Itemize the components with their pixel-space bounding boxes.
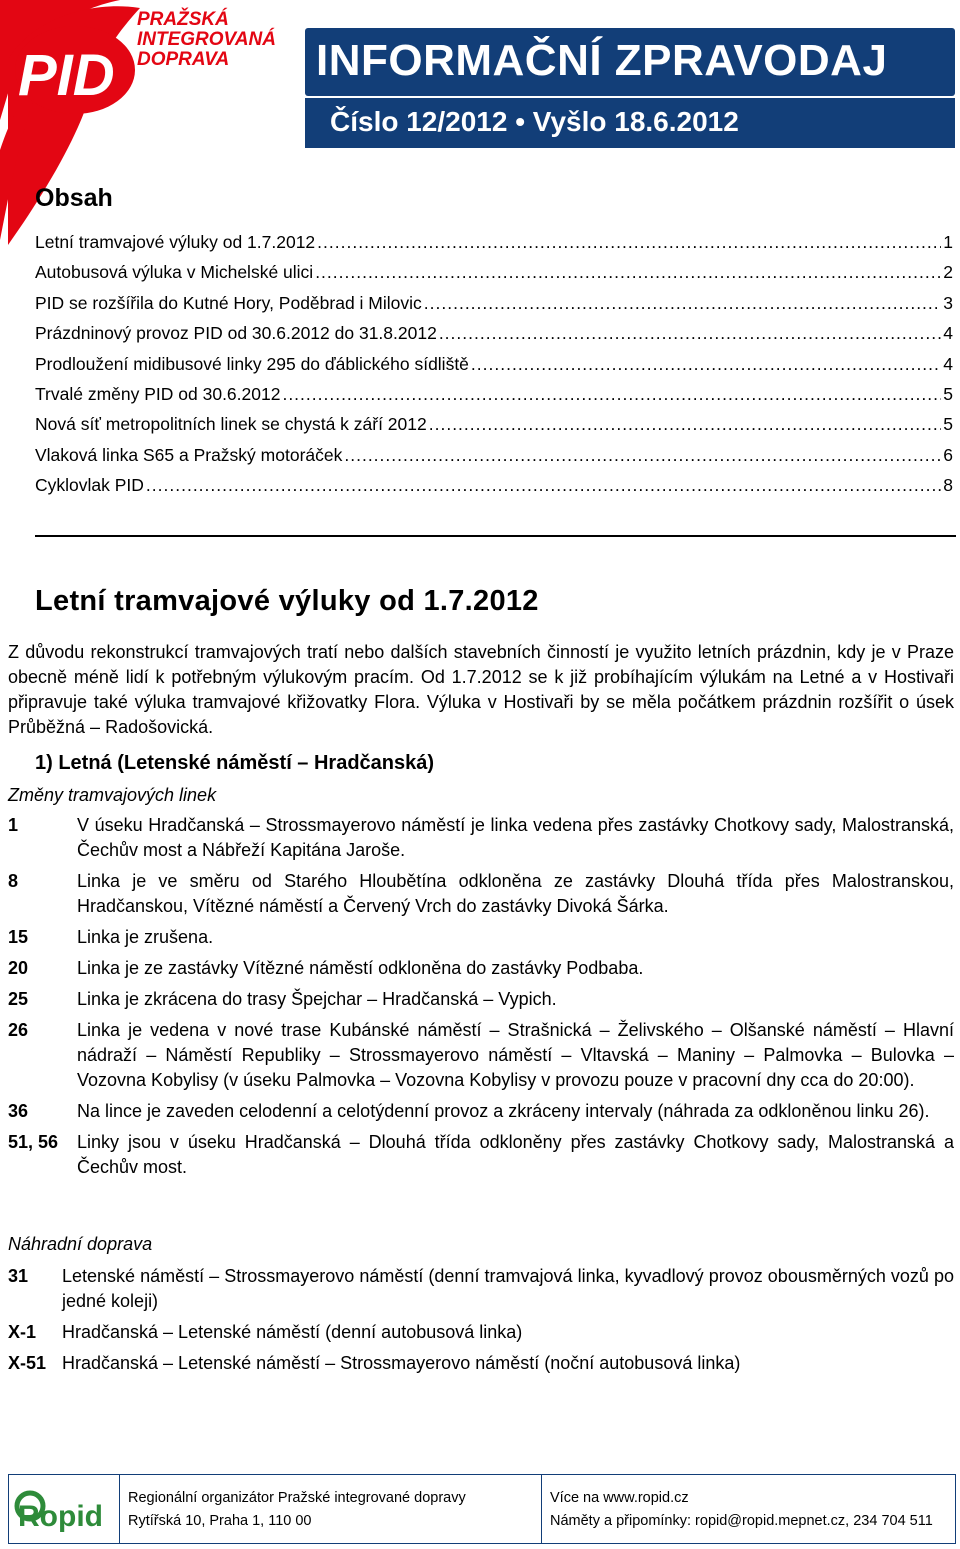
table-of-contents [35, 232, 953, 506]
toc-item-page: 4 [943, 323, 953, 344]
list-item [8, 1320, 954, 1345]
line-number: 8 [8, 871, 19, 891]
toc-item[interactable] [35, 293, 953, 323]
toc-item-label: Trvalé změny PID od 30.6.2012 [35, 383, 281, 404]
list-item [8, 1018, 954, 1093]
line-number: 36 [8, 1101, 29, 1121]
logo-line-2: INTEGROVANÁ [137, 29, 276, 50]
list-item [8, 925, 954, 950]
newsletter-title: INFORMAČNÍ ZPRAVODAJ [316, 36, 888, 85]
line-number: 1 [8, 815, 19, 835]
line-description: Linka je ze zastávky Vítězné náměstí odkloněna do zastávky Podbaba. [77, 958, 644, 978]
toc-item[interactable] [35, 475, 953, 505]
line-description: Hradčanská – Letenské náměstí (denní autobusová linka) [62, 1322, 523, 1342]
page-footer [8, 1474, 956, 1544]
list-item [8, 987, 954, 1012]
line-number: 31 [8, 1266, 29, 1286]
list-item [8, 1264, 954, 1314]
list-item [8, 1130, 954, 1180]
toc-item[interactable] [35, 323, 953, 353]
intro-paragraph: Z důvodu rekonstrukcí tramvajových tratí nebo dalších stavebních činností je využito letních prázdnin, kdy je v Praze obecně méně lidí k potřebným výlukovým pracím. Od 1.7.2012 se k již probíhajícím výlukám na Letné a v Hostivaři připravuje také výluka tramvajové křižovatky Flora. Výluka v Hostivaři by se měla počátkem prázdnin rozšířit o úsek Průběžná – Radošovická. [8, 642, 954, 737]
line-description: Linka je vedena v nové trase Kubánské náměstí – Strašnická – Želivského – Olšanské náměstí – Hlavní nádraží – Náměstí Republiky – Strossmayerovo náměstí – Vltavská – Maniny – Palmovka – Bulovka – Vozovna Kobylisy (v úseku Palmovka – Vozovna Kobylisy v provozu pouze v pracovní dny cca do 20:00). [77, 1020, 954, 1090]
toc-item-page: 8 [943, 475, 953, 496]
line-number: 20 [8, 958, 29, 978]
ropid-logo-text: Ropid [18, 1500, 103, 1533]
toc-item[interactable] [35, 262, 953, 292]
list-item [8, 869, 954, 919]
list-item [8, 956, 954, 981]
logo-line-1: PRAŽSKÁ [137, 9, 229, 30]
toc-item-page: 5 [943, 414, 953, 435]
article-intro [8, 640, 954, 740]
toc-item-page: 6 [943, 444, 953, 465]
toc-item[interactable] [35, 384, 953, 414]
pid-logo-mark: PID [18, 43, 115, 108]
replacement-list [8, 1264, 954, 1382]
line-description: Linky jsou v úseku Hradčanská – Dlouhá třída odkloněny přes zastávky Chotkovy sady, Malostranská a Čechův most. [77, 1132, 954, 1177]
contact-info[interactable]: Náměty a připomínky: ropid@ropid.mepnet.cz, 234 704 511 [550, 1513, 933, 1529]
section-heading: 1) Letná (Letenské náměstí – Hradčanská) [35, 752, 435, 774]
toc-item-label: Letní tramvajové výluky od 1.7.2012 [35, 232, 316, 252]
ropid-logo [9, 1475, 120, 1543]
line-description: Na lince je zaveden celodenní a celotýdenní provoz a zkráceny intervaly (náhrada za odkloněnou linku 26). [77, 1101, 930, 1121]
toc-item-label: Cyklovlak PID [35, 475, 144, 496]
line-description: Linka je zrušena. [77, 927, 214, 947]
toc-item[interactable] [35, 445, 953, 475]
line-description: Linka je ve směru od Starého Hloubětína odkloněna ze zastávky Dlouhá třída přes Malostranskou, Hradčanskou, Vítězné náměstí a Červený Vrch do zastávky Divoká Šárka. [77, 871, 954, 916]
toc-item-label: Prodloužení midibusové linky 295 do ďáblického sídliště [35, 353, 469, 374]
toc-item[interactable] [35, 232, 953, 262]
org-name: Regionální organizátor Pražské integrované dopravy [128, 1490, 466, 1506]
line-number: 51, 56 [8, 1132, 59, 1152]
changes-subheading: Změny tramvajových linek [8, 785, 217, 805]
line-description: Letenské náměstí – Strossmayerovo náměstí (denní tramvajová linka, kyvadlový provoz obousměrných vozů po jedné koleji) [62, 1266, 954, 1311]
line-number: 15 [8, 927, 29, 947]
toc-item-page: 2 [943, 262, 953, 283]
tram-changes-list [8, 813, 954, 1186]
footer-organization [120, 1475, 542, 1543]
org-address: Rytířská 10, Praha 1, 110 00 [128, 1513, 312, 1529]
section-divider [35, 535, 956, 537]
toc-item-label: PID se rozšířila do Kutné Hory, Poděbrad i Milovic [35, 292, 422, 313]
toc-item-page: 4 [943, 353, 953, 374]
toc-item-label: Autobusová výluka v Michelské ulici [35, 262, 314, 283]
list-item [8, 1099, 954, 1124]
line-description: Hradčanská – Letenské náměstí – Strossmayerovo náměstí (noční autobusová linka) [62, 1353, 741, 1373]
list-item [8, 1351, 954, 1376]
toc-item-label: Prázdninový provoz PID od 30.6.2012 do 31.8.2012 [35, 323, 437, 344]
toc-item[interactable] [35, 414, 953, 444]
line-number: 25 [8, 989, 29, 1009]
article-title: Letní tramvajové výluky od 1.7.2012 [35, 585, 539, 617]
issue-info: Číslo 12/2012 • Vyšlo 18.6.2012 [330, 106, 739, 137]
line-number: 26 [8, 1020, 29, 1040]
line-number: X-1 [8, 1322, 37, 1342]
footer-contact [542, 1475, 955, 1543]
toc-item-page: 1 [943, 232, 953, 252]
list-item [8, 813, 954, 863]
toc-title: Obsah [35, 184, 113, 212]
pid-logo-text [137, 10, 276, 70]
toc-item-label: Nová síť metropolitních linek se chystá k září 2012 [35, 414, 427, 435]
toc-item-page: 5 [943, 383, 953, 404]
ropid-logo-graphic [14, 1484, 114, 1534]
toc-item-page: 3 [943, 292, 953, 313]
toc-item-label: Vlaková linka S65 a Pražský motoráček [35, 444, 343, 465]
line-description: Linka je zkrácena do trasy Špejchar – Hradčanská – Vypich. [77, 989, 557, 1009]
logo-line-3: DOPRAVA [137, 49, 230, 70]
replacement-subheading: Náhradní doprava [8, 1234, 153, 1254]
line-number: X-51 [8, 1353, 47, 1373]
website-link[interactable]: Více na www.ropid.cz [550, 1490, 689, 1506]
line-description: V úseku Hradčanská – Strossmayerovo náměstí je linka vedena přes zastávky Chotkovy sady, Malostranská, Čechův most a Nábřeží Kapitána Jaroše. [77, 815, 954, 860]
toc-item[interactable] [35, 354, 953, 384]
